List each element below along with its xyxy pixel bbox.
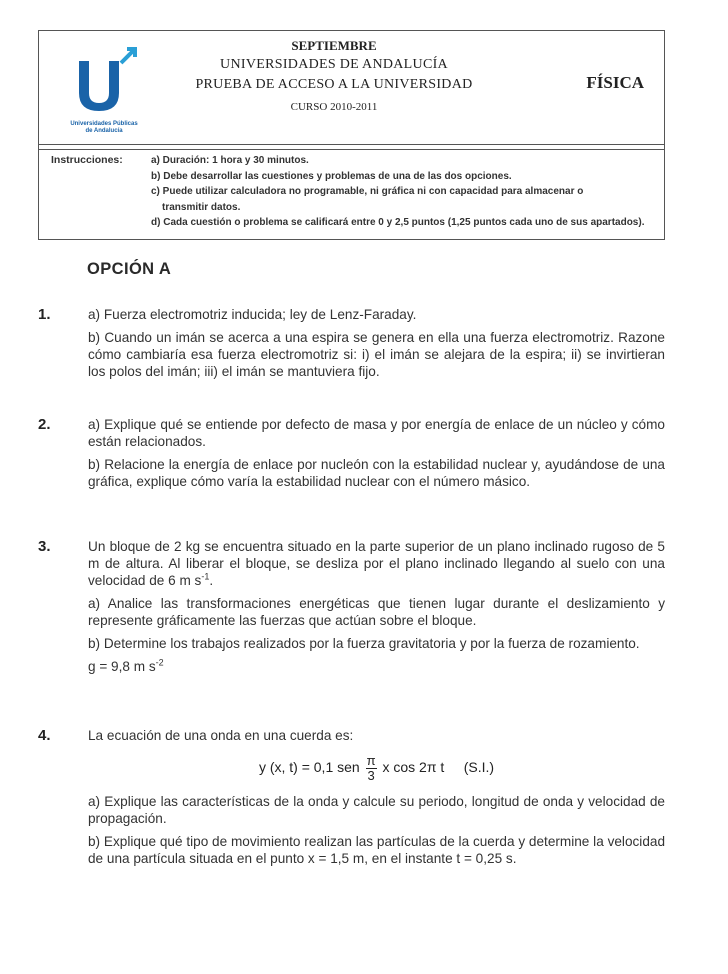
instructions-label: Instrucciones:: [51, 154, 123, 166]
equation-left: y (x, t) = 0,1 sen: [258, 759, 360, 776]
question-part-a: a) Fuerza electromotriz inducida; ley de Lenz-Faraday.: [88, 307, 417, 322]
question-3: [38, 538, 665, 681]
question-number: 3.: [38, 538, 51, 555]
instructions-box: [38, 144, 665, 240]
exam-title: PRUEBA DE ACCESO A LA UNIVERSIDAD: [195, 77, 473, 92]
course-year: CURSO 2010-2011: [290, 101, 378, 113]
question-part-b: b) Cuando un imán se acerca a una espira se genera en ella una fuerza electromotriz. Razone cómo cambiaría esa fuerza electromotriz si: i) el imán se alejara de la espira; ii) se invirtieran los polos del imán; iii) el imán se mantuviera fijo.: [88, 330, 665, 379]
instruction-text: a) Duración: 1 hora y 30 minutos.: [151, 155, 309, 166]
instruction-text: b) Debe desarrollar las cuestiones y problemas de una de las dos opciones.: [151, 170, 512, 182]
instruction-text: d) Cada cuestión o problema se calificará entre 0 y 2,5 puntos (1,25 puntos cada uno de sus apartados).: [151, 217, 645, 228]
header-titles: [169, 35, 499, 116]
question-body: [88, 416, 665, 490]
question-part-a: a) Explique las características de la onda y calcule su periodo, longitud de onda y velocidad de propagación.: [88, 794, 665, 826]
question-intro: [88, 538, 665, 589]
question-part-a: a) Analice las transformaciones energéticas que tienen lugar durante el deslizamiento y represente gráficamente las fuerzas que actúan sobre el bloque.: [88, 596, 665, 628]
fraction-denominator: 3: [367, 768, 375, 783]
question-number: 2.: [38, 416, 51, 433]
logo-caption-line-1: Universidades Públicas: [70, 121, 138, 127]
question-body: [88, 306, 665, 380]
instruction-item: [151, 153, 656, 169]
instructions-list: [151, 153, 656, 231]
question-part-a: a) Explique qué se entiende por defecto de masa y por energía de enlace de un núcleo y cómo están relacionados.: [88, 417, 665, 449]
question-intro-text: Un bloque de 2 kg se encuentra situado en la parte superior de un plano inclinado rugoso de 5 m de altura. Al liberar el bloque, se desliza por el plano inclinado llegando al suelo con una velocidad de 6 m s: [88, 539, 665, 588]
logo-caption: [49, 121, 159, 135]
question-body: [88, 538, 665, 675]
instruction-item: [151, 169, 656, 185]
gravity-value: [88, 658, 665, 675]
equation-right: x cos 2π t: [382, 759, 445, 776]
question-number: 4.: [38, 727, 51, 744]
exam-month: SEPTIEMBRE: [291, 38, 377, 53]
question-4: [38, 727, 665, 873]
universities-title: UNIVERSIDADES DE ANDALUCÍA: [220, 57, 448, 72]
question-part-b: b) Relacione la energía de enlace por nucleón con la estabilidad nuclear y, ayudándose de una gráfica, explique cómo varía la estabilidad nuclear con el número másico.: [88, 457, 665, 489]
instruction-continuation: transmitir datos.: [162, 201, 241, 213]
question-number: 1.: [38, 306, 51, 323]
equation-units: (S.I.): [463, 759, 495, 776]
question-part-b: b) Explique qué tipo de movimiento realizan las partículas de la cuerda y determine la velocidad de una partícula situada en el punto x = 1,5 m, en el instante t = 0,25 s.: [88, 834, 665, 866]
wave-equation: [88, 754, 665, 783]
pi-over-three-fraction: [366, 754, 377, 783]
instruction-item: [151, 215, 656, 231]
gravity-text: g = 9,8 m s: [88, 659, 156, 674]
question-part-b: b) Determine los trabajos realizados por la fuerza gravitatoria y por la fuerza de rozamiento.: [88, 636, 640, 651]
question-2: [38, 416, 665, 496]
university-logo: [49, 43, 159, 143]
gravity-exponent: -2: [155, 657, 164, 668]
logo-caption-line-2: de Andalucía: [85, 128, 123, 134]
instruction-item: [151, 184, 656, 215]
u-logo-icon: [49, 43, 159, 123]
instruction-text: c) Puede utilizar calculadora no programable, ni gráfica ni con capacidad para almacenar o: [151, 186, 584, 197]
question-intro: La ecuación de una onda en una cuerda es:: [88, 728, 354, 743]
question-1: [38, 306, 665, 386]
question-body: [88, 727, 665, 867]
question-intro-end: .: [209, 573, 214, 588]
fraction-numerator: π: [366, 753, 376, 768]
section-title: OPCIÓN A: [87, 260, 172, 278]
subject-title: FÍSICA: [586, 73, 644, 92]
velocity-exponent: -1: [201, 571, 210, 582]
header-box: [38, 30, 665, 150]
